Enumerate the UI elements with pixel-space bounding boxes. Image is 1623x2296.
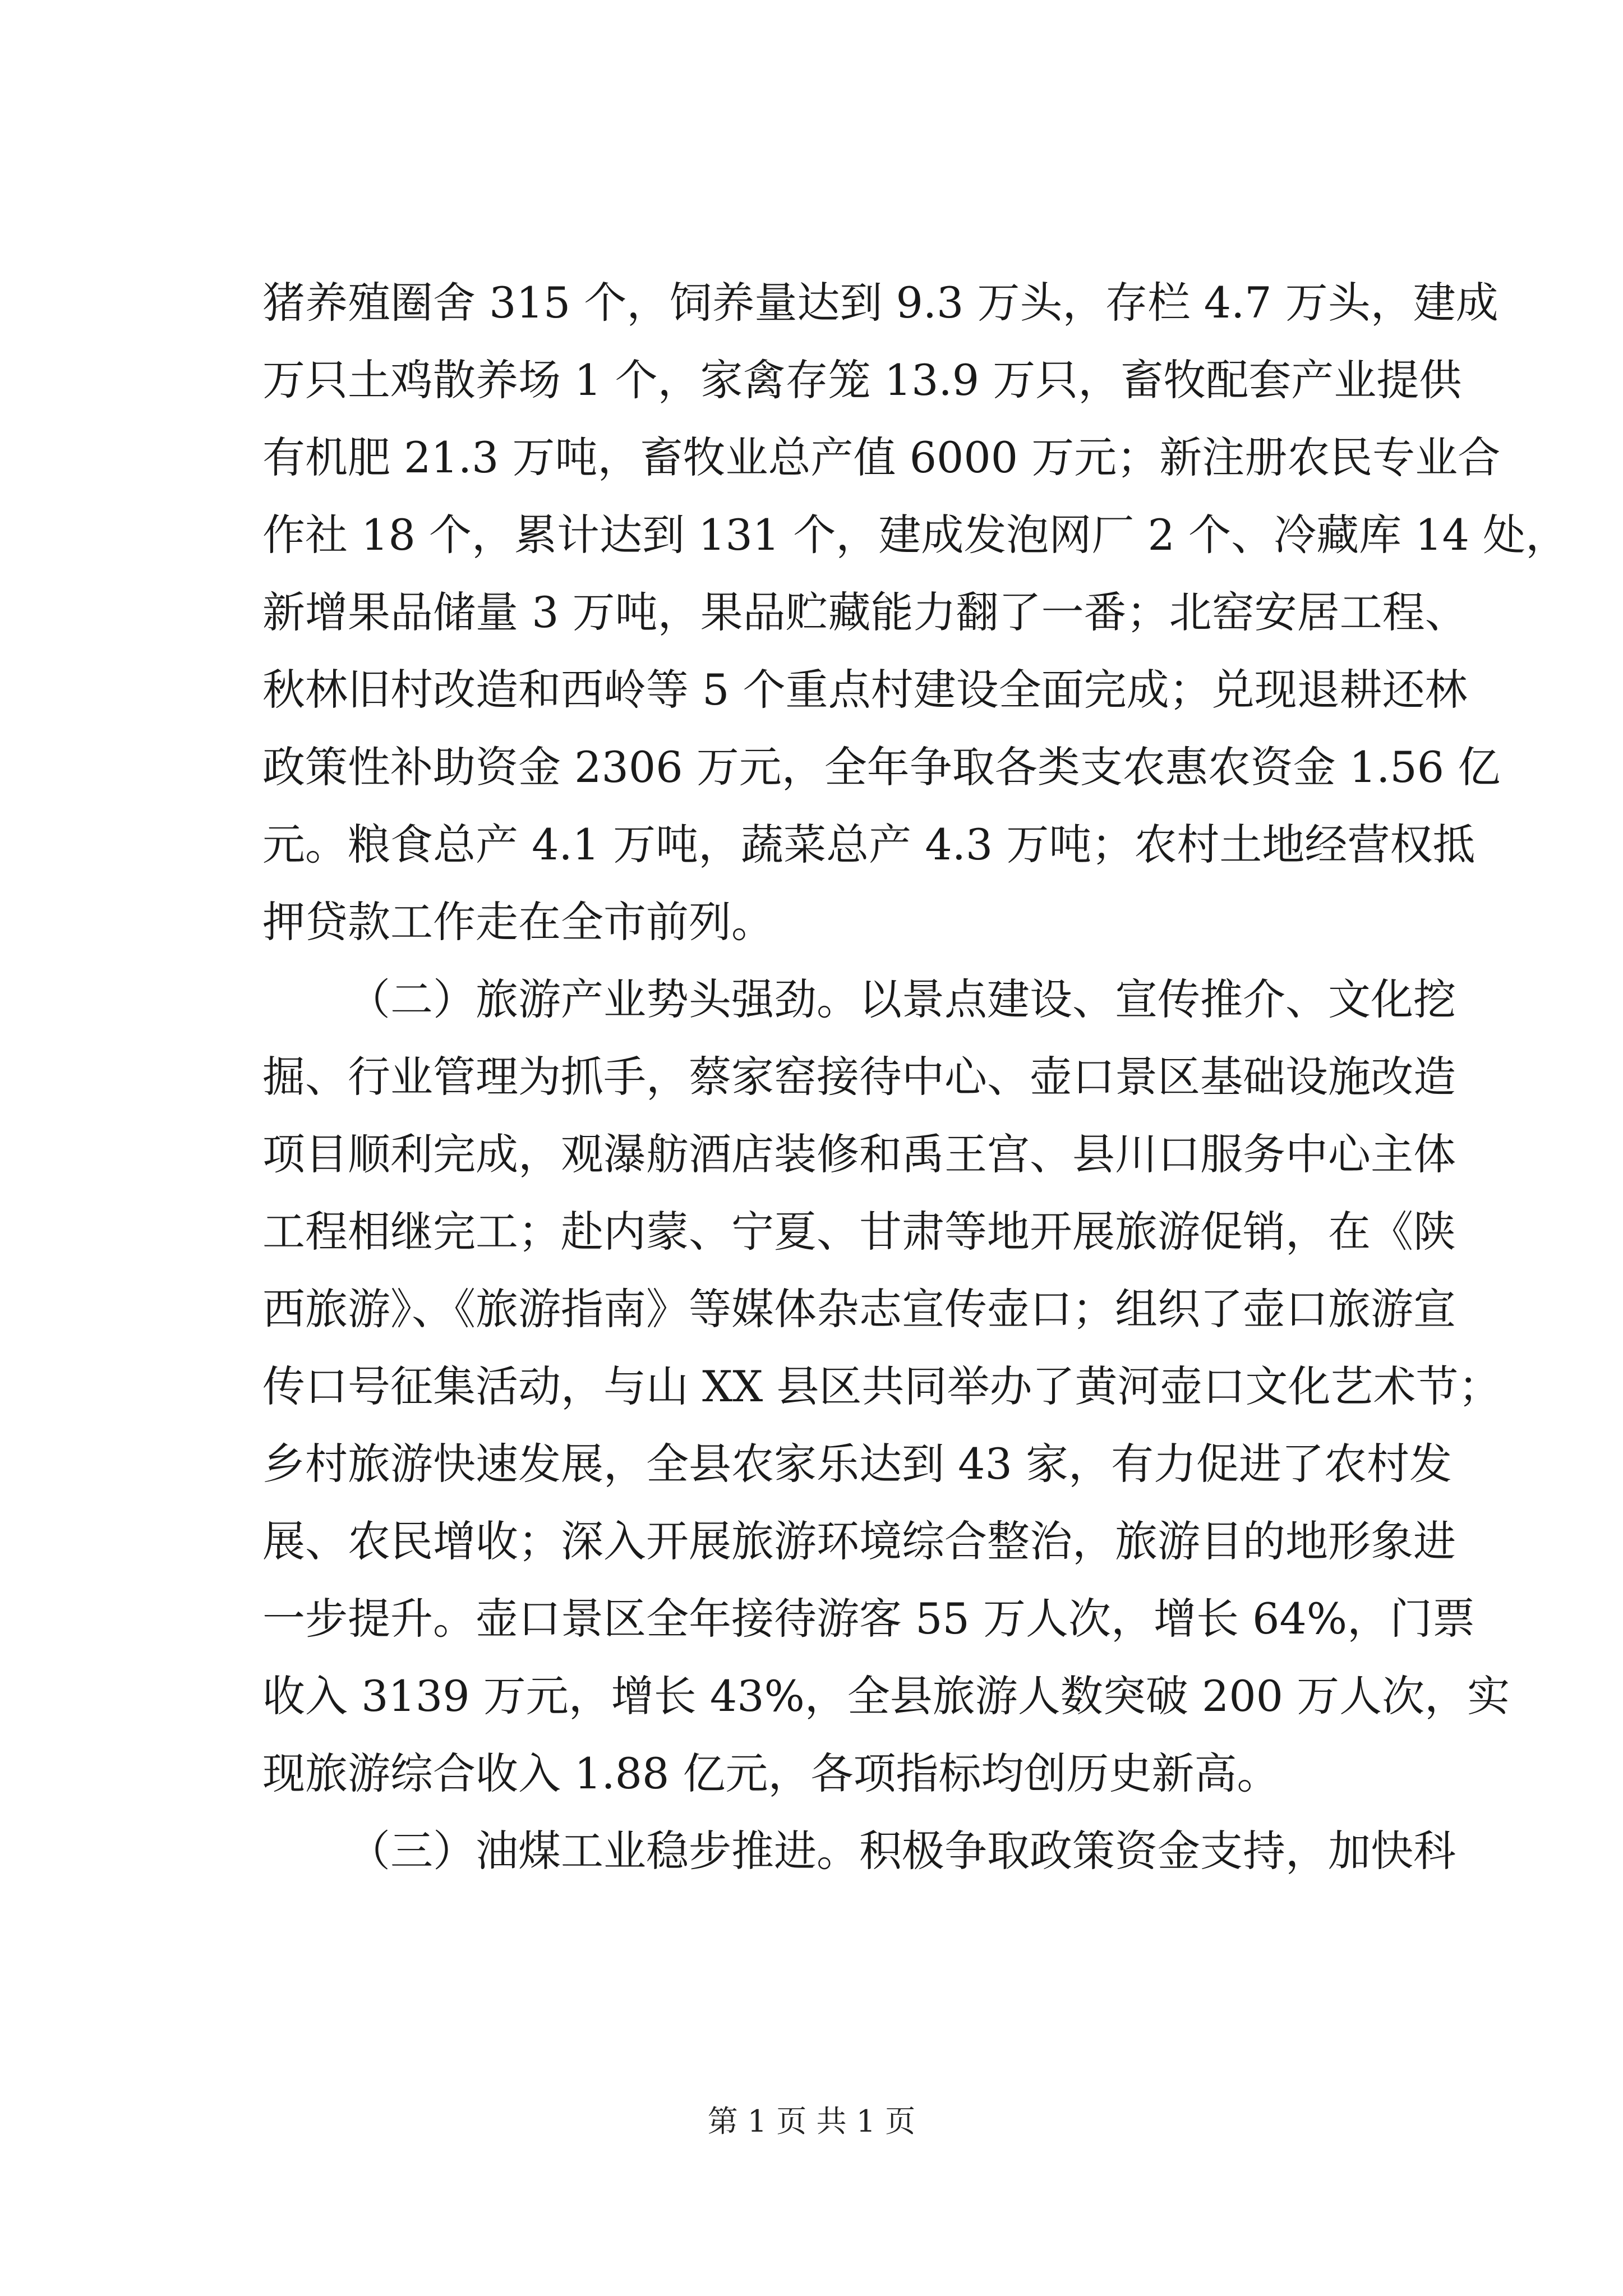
- line-text: 元。粮食总产 4.1 万吨，蔬菜总产 4.3 万吨；农村土地经营权抵: [262, 820, 1476, 869]
- text-line: [0, 739, 1623, 795]
- line-text: （三）油煤工业稳步推进。积极争取政策资金支持，加快科: [348, 1826, 1456, 1876]
- line-text: 掘、行业管理为抓手，蔡家窑接待中心、壶口景区基础设施改造: [262, 1052, 1456, 1102]
- paragraph-heading-line: [0, 972, 1623, 1028]
- text-line: [0, 507, 1623, 563]
- line-text: 现旅游综合收入 1.88 亿元，各项指标均创历史新高。: [262, 1749, 1280, 1798]
- text-line: [0, 1204, 1623, 1260]
- line-text: 押贷款工作走在全市前列。: [262, 897, 774, 947]
- text-line: [0, 430, 1623, 486]
- line-text: 乡村旅游快速发展，全县农家乐达到 43 家，有力促进了农村发: [262, 1439, 1453, 1489]
- text-line: [0, 817, 1623, 873]
- text-line: [0, 894, 1623, 950]
- line-text: 一步提升。壶口景区全年接待游客 55 万人次，增长 64%，门票: [262, 1594, 1476, 1644]
- text-line: [0, 662, 1623, 718]
- text-line: [0, 1668, 1623, 1724]
- line-text: 工程相继完工；赴内蒙、宁夏、甘肃等地开展旅游促销，在《陕: [262, 1207, 1456, 1257]
- line-text: 展、农民增收；深入开展旅游环境综合整治，旅游目的地形象进: [262, 1516, 1456, 1566]
- text-line: [0, 1513, 1623, 1570]
- line-text: 作社 18 个，累计达到 131 个，建成发泡网厂 2 个、冷藏库 14 处，: [262, 510, 1569, 560]
- text-line: [0, 1591, 1623, 1647]
- line-text: 新增果品储量 3 万吨，果品贮藏能力翻了一番；北窑安居工程、: [262, 587, 1468, 637]
- line-text: 万只土鸡散养场 1 个，家禽存笼 13.9 万只，畜牧配套产业提供: [262, 355, 1462, 405]
- line-text: 有机肥 21.3 万吨，畜牧业总产值 6000 万元；新注册农民专业合: [262, 432, 1501, 482]
- text-line: [0, 1746, 1623, 1802]
- line-text: 项目顺利完成，观瀑舫酒店装修和禹王宫、县川口服务中心主体: [262, 1129, 1456, 1179]
- line-text: 西旅游》、《旅游指南》等媒体杂志宣传壶口；组织了壶口旅游宣: [262, 1284, 1456, 1334]
- text-line: [0, 1436, 1623, 1492]
- paragraph-heading-line: [0, 1823, 1623, 1879]
- line-text: 猪养殖圈舍 315 个，饲养量达到 9.3 万头，存栏 4.7 万头，建成: [262, 278, 1498, 328]
- text-line: [0, 585, 1623, 641]
- text-line: [0, 1049, 1623, 1105]
- text-line: [0, 1281, 1623, 1337]
- line-text: （二）旅游产业势头强劲。以景点建设、宣传推介、文化挖: [348, 974, 1456, 1024]
- text-line: [0, 1359, 1623, 1415]
- text-line: [0, 1126, 1623, 1182]
- line-text: 收入 3139 万元，增长 43%，全县旅游人数突破 200 万人次，实: [262, 1671, 1510, 1721]
- line-text: 政策性补助资金 2306 万元，全年争取各类支农惠农资金 1.56 亿: [262, 742, 1501, 792]
- page-footer: 第 1 页 共 1 页: [707, 2104, 916, 2139]
- line-text: 秋林旧村改造和西岭等 5 个重点村建设全面完成；兑现退耕还林: [262, 665, 1468, 715]
- text-line: [0, 275, 1623, 331]
- line-text: 传口号征集活动，与山 XX 县区共同举办了黄河壶口文化艺术节；: [262, 1361, 1501, 1411]
- text-line: [0, 352, 1623, 408]
